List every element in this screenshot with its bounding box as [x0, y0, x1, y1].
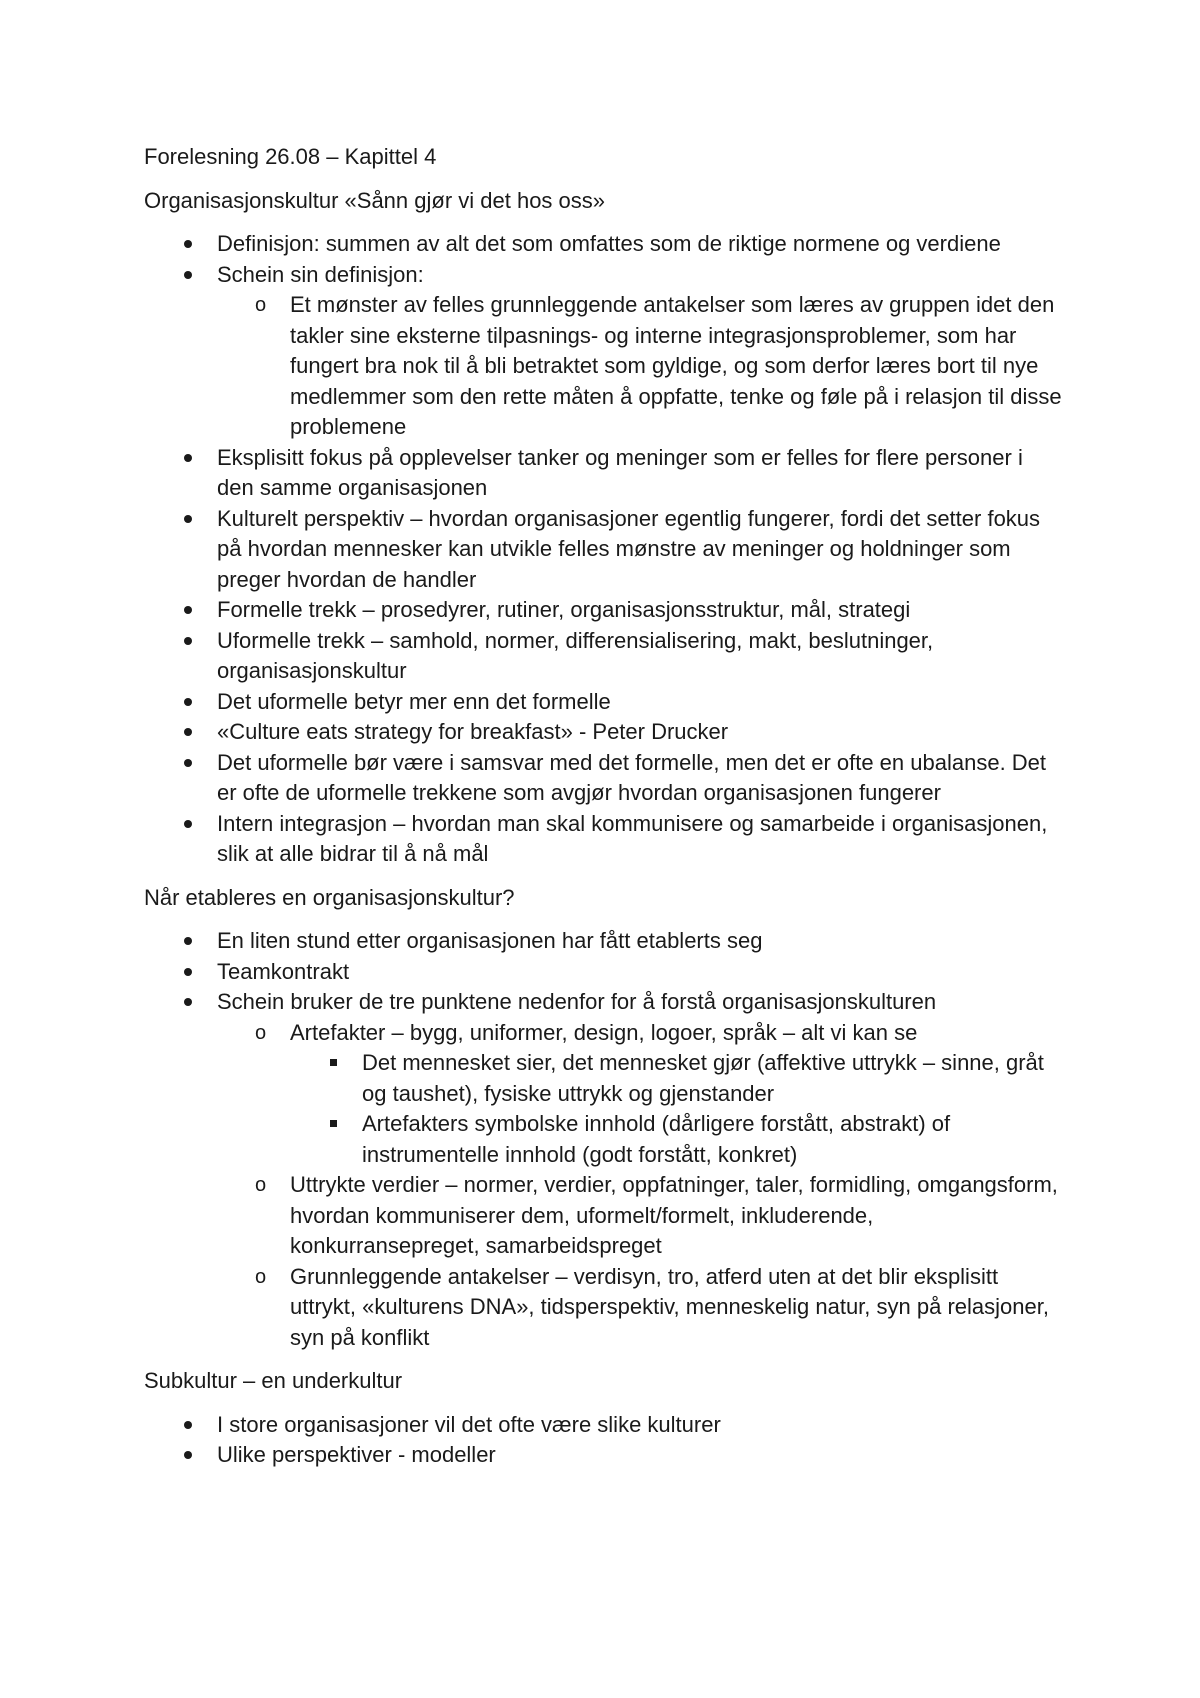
list-item-text: Ulike perspektiver - modeller	[217, 1442, 496, 1467]
list-item-text: Intern integrasjon – hvordan man skal kommunisere og samarbeide i organisasjonen, slik at alle bidrar til å nå mål	[217, 810, 1048, 866]
sub-sub-list-artefakter	[290, 1048, 1064, 1170]
list-item	[144, 229, 1064, 260]
list-item-text: Formelle trekk – prosedyrer, rutiner, organisasjonsstruktur, mål, strategi	[217, 597, 911, 622]
sub-list-item-text: Et mønster av felles grunnleggende antakelser som læres av gruppen idet den takler sine eksterne tilpasnings- og interne integrasjonsproblemer, som har fungert bra nok til å bli betraktet som gyldige, og som derfor læres bort til nye medlemmer som den rette måten å oppfatte, tenke og føle på i relasjon til disse problemene	[290, 292, 1062, 439]
list-item	[144, 926, 1064, 957]
sub-sub-list-item-text: Det mennesket sier, det mennesket gjør (affektive uttrykk – sinne, gråt og taushet), fysiske uttrykk og gjenstander	[362, 1050, 1044, 1106]
bullet-list-etablering	[144, 926, 1064, 1353]
section-heading-subkultur: Subkultur – en underkultur	[144, 1368, 403, 1393]
list-item-text: Schein sin definisjon:	[217, 261, 424, 287]
list-item-text: Schein bruker de tre punktene nedenfor for å forstå organisasjonskulturen	[217, 989, 937, 1014]
list-item	[144, 809, 1064, 870]
sub-sub-list-item	[290, 1109, 1064, 1170]
sub-list-item	[217, 290, 1064, 443]
list-item	[144, 595, 1064, 626]
sub-sub-list-item	[290, 1048, 1064, 1109]
list-item	[144, 626, 1064, 687]
list-item	[144, 987, 1064, 1353]
list-item-text: Eksplisitt fokus på opplevelser tanker og meninger som er felles for flere personer i den samme organisasjonen	[217, 444, 1023, 500]
list-item	[144, 443, 1064, 504]
list-item-text: Kulturelt perspektiv – hvordan organisasjoner egentlig fungerer, fordi det setter fokus på hvordan mennesker kan utvikle felles mønstre av meninger og holdninger som preger hvordan de handler	[217, 505, 1041, 592]
list-item-text: Uformelle trekk – samhold, normer, differensialisering, makt, beslutninger, organisasjonskultur	[217, 627, 934, 683]
sub-list-item-text: Uttrykte verdier – normer, verdier, oppfatninger, taler, formidling, omgangsform, hvordan kommuniserer dem, uformelt/formelt, inkluderende, konkurransepreget, samarbeidspreget	[290, 1172, 1058, 1258]
sub-list-item	[217, 1018, 1064, 1171]
list-item-text: En liten stund etter organisasjonen har fått etablerts seg	[217, 928, 763, 953]
bullet-list-subkultur	[144, 1410, 1064, 1471]
list-item-text: I store organisasjoner vil det ofte være slike kulturer	[217, 1411, 721, 1437]
list-item-text: Teamkontrakt	[217, 958, 350, 984]
lecture-title: Forelesning 26.08 – Kapittel 4	[144, 144, 437, 169]
list-item	[144, 260, 1064, 443]
sub-list-item	[217, 1262, 1064, 1354]
list-item	[144, 1440, 1064, 1471]
sub-list-schein	[217, 290, 1064, 443]
sub-list-item-text: Grunnleggende antakelser – verdisyn, tro, atferd uten at det blir eksplisitt uttrykt, «kulturens DNA», tidsperspektiv, menneskelig natur, syn på relasjoner, syn på konflikt	[290, 1263, 1049, 1350]
list-item	[144, 748, 1064, 809]
sub-list-schein-punkter	[217, 1018, 1064, 1354]
sub-list-item-text: Artefakter – bygg, uniformer, design, logoer, språk – alt vi kan se	[290, 1019, 918, 1045]
list-item	[144, 717, 1064, 748]
list-item	[144, 1410, 1064, 1441]
list-item	[144, 504, 1064, 596]
document-page	[144, 142, 1064, 1484]
list-item	[144, 957, 1064, 988]
list-item	[144, 687, 1064, 718]
bullet-list-organisasjonskultur	[144, 229, 1064, 870]
list-item-text: Det uformelle bør være i samsvar med det formelle, men det er ofte en ubalanse. Det er ofte de uformelle trekkene som avgjør hvordan organisasjonen fungerer	[217, 749, 1047, 805]
list-item-text: «Culture eats strategy for breakfast» - Peter Drucker	[217, 719, 729, 744]
section-heading-organisasjonskultur: Organisasjonskultur «Sånn gjør vi det hos oss»	[144, 187, 606, 213]
sub-sub-list-item-text: Artefakters symbolske innhold (dårligere forstått, abstrakt) of instrumentelle innhold (godt forstått, konkret)	[362, 1111, 951, 1167]
list-item-text: Definisjon: summen av alt det som omfattes som de riktige normene og verdiene	[217, 231, 1001, 256]
list-item-text: Det uformelle betyr mer enn det formelle	[217, 688, 611, 714]
sub-list-item	[217, 1170, 1064, 1262]
section-heading-etablering: Når etableres en organisasjonskultur?	[144, 884, 515, 910]
